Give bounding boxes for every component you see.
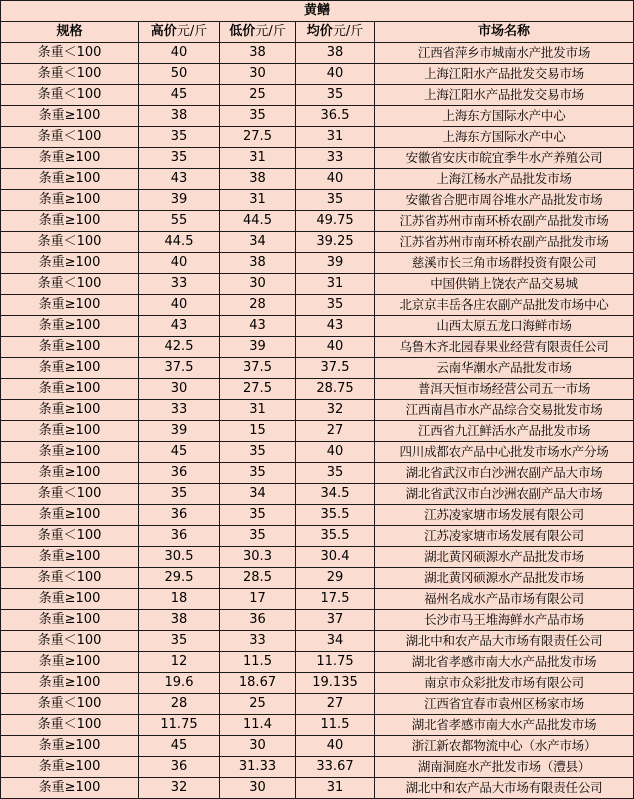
cell-avg-price: 27 xyxy=(296,421,375,442)
cell-spec: 条重≥100 xyxy=(1,547,139,568)
cell-spec: 条重≥100 xyxy=(1,400,139,421)
cell-market: 湖北省武汉市白沙洲农副产品大市场 xyxy=(375,463,634,484)
table-row xyxy=(1,757,634,778)
cell-market: 中国供销上饶农产品交易城 xyxy=(375,274,634,295)
table-row xyxy=(1,295,634,316)
cell-spec: 条重＜100 xyxy=(1,43,139,64)
header-high-label: 高价 xyxy=(150,24,177,39)
table-row xyxy=(1,631,634,652)
table-title: 黄鳝 xyxy=(1,1,634,22)
cell-spec: 条重≥100 xyxy=(1,295,139,316)
cell-avg-price: 35.5 xyxy=(296,505,375,526)
header-avg-label: 均价 xyxy=(306,24,333,39)
cell-high-price: 42.5 xyxy=(139,337,220,358)
cell-high-price: 30 xyxy=(139,379,220,400)
cell-high-price: 11.75 xyxy=(139,715,220,736)
table-row xyxy=(1,43,634,64)
table-row xyxy=(1,316,634,337)
cell-low-price: 34 xyxy=(220,232,296,253)
cell-avg-price: 40 xyxy=(296,169,375,190)
cell-market: 南京市众彩批发市场有限公司 xyxy=(375,673,634,694)
cell-avg-price: 49.75 xyxy=(296,211,375,232)
cell-high-price: 39 xyxy=(139,421,220,442)
cell-low-price: 36 xyxy=(220,610,296,631)
table-row xyxy=(1,568,634,589)
cell-low-price: 30.3 xyxy=(220,547,296,568)
cell-spec: 条重≥100 xyxy=(1,778,139,799)
cell-spec: 条重＜100 xyxy=(1,232,139,253)
cell-market: 北京京丰岳各庄农副产品批发市场中心 xyxy=(375,295,634,316)
cell-low-price: 34 xyxy=(220,484,296,505)
cell-high-price: 45 xyxy=(139,85,220,106)
cell-spec: 条重≥100 xyxy=(1,652,139,673)
cell-market: 湖北省孝感市南大水产品批发市场 xyxy=(375,652,634,673)
cell-market: 山西太原五龙口海鲜市场 xyxy=(375,316,634,337)
table-row xyxy=(1,463,634,484)
cell-avg-price: 40 xyxy=(296,442,375,463)
cell-low-price: 38 xyxy=(220,43,296,64)
cell-avg-price: 30.4 xyxy=(296,547,375,568)
cell-high-price: 28 xyxy=(139,694,220,715)
cell-low-price: 25 xyxy=(220,694,296,715)
cell-low-price: 15 xyxy=(220,421,296,442)
cell-high-price: 43 xyxy=(139,316,220,337)
cell-avg-price: 40 xyxy=(296,337,375,358)
cell-low-price: 31 xyxy=(220,148,296,169)
cell-high-price: 40 xyxy=(139,253,220,274)
cell-spec: 条重＜100 xyxy=(1,85,139,106)
table-row xyxy=(1,190,634,211)
cell-avg-price: 35 xyxy=(296,85,375,106)
cell-high-price: 45 xyxy=(139,442,220,463)
cell-low-price: 17 xyxy=(220,589,296,610)
cell-avg-price: 17.5 xyxy=(296,589,375,610)
cell-market: 乌鲁木齐北园春果业经营有限责任公司 xyxy=(375,337,634,358)
cell-high-price: 30.5 xyxy=(139,547,220,568)
cell-avg-price: 31 xyxy=(296,778,375,799)
table-row xyxy=(1,715,634,736)
cell-market: 湖北黄冈硕源水产品批发市场 xyxy=(375,568,634,589)
cell-avg-price: 40 xyxy=(296,64,375,85)
table-row xyxy=(1,421,634,442)
cell-high-price: 29.5 xyxy=(139,568,220,589)
cell-low-price: 25 xyxy=(220,85,296,106)
cell-market: 上海东方国际水产中心 xyxy=(375,127,634,148)
table-row xyxy=(1,274,634,295)
cell-avg-price: 11.75 xyxy=(296,652,375,673)
cell-avg-price: 35 xyxy=(296,295,375,316)
cell-market: 上海东方国际水产中心 xyxy=(375,106,634,127)
table-row xyxy=(1,400,634,421)
cell-avg-price: 36.5 xyxy=(296,106,375,127)
cell-high-price: 36 xyxy=(139,463,220,484)
cell-market: 江西省九江鲜活水产品批发市场 xyxy=(375,421,634,442)
cell-spec: 条重≥100 xyxy=(1,337,139,358)
cell-low-price: 31 xyxy=(220,190,296,211)
cell-high-price: 38 xyxy=(139,610,220,631)
cell-low-price: 18.67 xyxy=(220,673,296,694)
cell-high-price: 43 xyxy=(139,169,220,190)
cell-low-price: 35 xyxy=(220,505,296,526)
cell-high-price: 40 xyxy=(139,43,220,64)
cell-spec: 条重≥100 xyxy=(1,610,139,631)
cell-avg-price: 43 xyxy=(296,316,375,337)
cell-spec: 条重≥100 xyxy=(1,505,139,526)
cell-spec: 条重≥100 xyxy=(1,316,139,337)
cell-high-price: 38 xyxy=(139,106,220,127)
cell-market: 江苏省苏州市南环桥农副产品批发市场 xyxy=(375,211,634,232)
cell-low-price: 27.5 xyxy=(220,127,296,148)
cell-high-price: 35 xyxy=(139,631,220,652)
cell-avg-price: 34 xyxy=(296,631,375,652)
cell-spec: 条重＜100 xyxy=(1,526,139,547)
cell-low-price: 27.5 xyxy=(220,379,296,400)
table-row xyxy=(1,127,634,148)
cell-spec: 条重≥100 xyxy=(1,442,139,463)
cell-high-price: 36 xyxy=(139,505,220,526)
cell-low-price: 43 xyxy=(220,316,296,337)
cell-high-price: 35 xyxy=(139,127,220,148)
table-row xyxy=(1,673,634,694)
cell-low-price: 35 xyxy=(220,463,296,484)
cell-spec: 条重＜100 xyxy=(1,631,139,652)
cell-low-price: 35 xyxy=(220,442,296,463)
cell-high-price: 44.5 xyxy=(139,232,220,253)
cell-high-price: 50 xyxy=(139,64,220,85)
table-row xyxy=(1,358,634,379)
cell-low-price: 31 xyxy=(220,400,296,421)
cell-low-price: 30 xyxy=(220,274,296,295)
cell-high-price: 33 xyxy=(139,274,220,295)
cell-low-price: 30 xyxy=(220,736,296,757)
header-market: 市场名称 xyxy=(375,22,634,43)
cell-spec: 条重≥100 xyxy=(1,736,139,757)
table-row xyxy=(1,526,634,547)
table-row xyxy=(1,106,634,127)
cell-high-price: 55 xyxy=(139,211,220,232)
cell-spec: 条重＜100 xyxy=(1,64,139,85)
cell-avg-price: 34.5 xyxy=(296,484,375,505)
cell-high-price: 40 xyxy=(139,295,220,316)
cell-high-price: 35 xyxy=(139,484,220,505)
table-row xyxy=(1,379,634,400)
cell-avg-price: 29 xyxy=(296,568,375,589)
cell-low-price: 35 xyxy=(220,106,296,127)
header-high-price xyxy=(139,22,220,43)
cell-high-price: 45 xyxy=(139,736,220,757)
cell-market: 四川成都农产品中心批发市场水产分场 xyxy=(375,442,634,463)
header-avg-unit: 元/斤 xyxy=(332,24,364,39)
cell-market: 江苏凌家塘市场发展有限公司 xyxy=(375,505,634,526)
cell-spec: 条重＜100 xyxy=(1,694,139,715)
header-high-unit: 元/斤 xyxy=(176,24,208,39)
cell-low-price: 38 xyxy=(220,169,296,190)
cell-avg-price: 39 xyxy=(296,253,375,274)
cell-low-price: 31.33 xyxy=(220,757,296,778)
table-row xyxy=(1,232,634,253)
header-low-unit: 元/斤 xyxy=(255,24,286,39)
cell-spec: 条重≥100 xyxy=(1,673,139,694)
cell-low-price: 11.5 xyxy=(220,652,296,673)
cell-market: 湖南洞庭水产批发市场（澧县） xyxy=(375,757,634,778)
cell-high-price: 37.5 xyxy=(139,358,220,379)
cell-market: 江苏省苏州市南环桥农副产品批发市场 xyxy=(375,232,634,253)
cell-market: 江西省萍乡市城南水产批发市场 xyxy=(375,43,634,64)
cell-high-price: 32 xyxy=(139,778,220,799)
cell-low-price: 28 xyxy=(220,295,296,316)
cell-spec: 条重≥100 xyxy=(1,358,139,379)
table-row xyxy=(1,85,634,106)
cell-spec: 条重≥100 xyxy=(1,148,139,169)
cell-spec: 条重＜100 xyxy=(1,274,139,295)
cell-spec: 条重≥100 xyxy=(1,211,139,232)
table-row xyxy=(1,211,634,232)
table-row xyxy=(1,64,634,85)
table-row xyxy=(1,589,634,610)
cell-avg-price: 39.25 xyxy=(296,232,375,253)
header-avg-price xyxy=(296,22,375,43)
table-row xyxy=(1,778,634,799)
table-row xyxy=(1,547,634,568)
cell-high-price: 19.6 xyxy=(139,673,220,694)
cell-market: 江西省宜春市袁州区杨家市场 xyxy=(375,694,634,715)
table-row xyxy=(1,253,634,274)
cell-avg-price: 37 xyxy=(296,610,375,631)
cell-market: 上海江阳水产品批发交易市场 xyxy=(375,64,634,85)
table-row xyxy=(1,169,634,190)
cell-market: 湖北黄冈硕源水产品批发市场 xyxy=(375,547,634,568)
cell-market: 福州名成水产品市场有限公司 xyxy=(375,589,634,610)
table-row xyxy=(1,484,634,505)
cell-market: 湖北中和农产品大市场有限责任公司 xyxy=(375,631,634,652)
cell-avg-price: 40 xyxy=(296,736,375,757)
cell-spec: 条重≥100 xyxy=(1,463,139,484)
cell-high-price: 36 xyxy=(139,526,220,547)
cell-avg-price: 28.75 xyxy=(296,379,375,400)
cell-high-price: 18 xyxy=(139,589,220,610)
cell-market: 湖北省武汉市白沙洲农副产品大市场 xyxy=(375,484,634,505)
cell-low-price: 30 xyxy=(220,64,296,85)
cell-market: 湖北省孝感市南大水产品批发市场 xyxy=(375,715,634,736)
cell-spec: 条重≥100 xyxy=(1,421,139,442)
cell-avg-price: 33.67 xyxy=(296,757,375,778)
cell-avg-price: 27 xyxy=(296,694,375,715)
table-row xyxy=(1,652,634,673)
cell-market: 长沙市马王堆海鲜水产品市场 xyxy=(375,610,634,631)
table-body xyxy=(1,43,634,799)
cell-market: 安徽省安庆市皖宜季牛水产养殖公司 xyxy=(375,148,634,169)
table-row xyxy=(1,148,634,169)
cell-low-price: 11.4 xyxy=(220,715,296,736)
cell-spec: 条重＜100 xyxy=(1,484,139,505)
cell-spec: 条重≥100 xyxy=(1,379,139,400)
cell-avg-price: 35 xyxy=(296,463,375,484)
title-row xyxy=(1,1,634,22)
cell-spec: 条重≥100 xyxy=(1,757,139,778)
cell-market: 普洱天恒市场经营公司五一市场 xyxy=(375,379,634,400)
cell-spec: 条重＜100 xyxy=(1,715,139,736)
cell-low-price: 30 xyxy=(220,778,296,799)
cell-low-price: 37.5 xyxy=(220,358,296,379)
header-low-label: 低价 xyxy=(229,24,256,39)
cell-avg-price: 11.5 xyxy=(296,715,375,736)
cell-avg-price: 35 xyxy=(296,190,375,211)
header-spec: 规格 xyxy=(1,22,139,43)
cell-market: 云南华潮水产品批发市场 xyxy=(375,358,634,379)
cell-low-price: 33 xyxy=(220,631,296,652)
cell-market: 上海江杨水产品批发市场 xyxy=(375,169,634,190)
cell-spec: 条重＜100 xyxy=(1,127,139,148)
cell-market: 浙江新农都物流中心（水产市场） xyxy=(375,736,634,757)
table-row xyxy=(1,694,634,715)
cell-avg-price: 35.5 xyxy=(296,526,375,547)
table-row xyxy=(1,610,634,631)
cell-market: 上海江阳水产品批发交易市场 xyxy=(375,85,634,106)
table-row xyxy=(1,442,634,463)
cell-avg-price: 32 xyxy=(296,400,375,421)
cell-spec: 条重＜100 xyxy=(1,568,139,589)
table-row xyxy=(1,736,634,757)
header-row xyxy=(1,22,634,43)
cell-market: 江苏凌家塘市场发展有限公司 xyxy=(375,526,634,547)
cell-avg-price: 38 xyxy=(296,43,375,64)
table-row xyxy=(1,505,634,526)
cell-market: 江西南昌市水产品综合交易批发市场 xyxy=(375,400,634,421)
cell-avg-price: 37.5 xyxy=(296,358,375,379)
cell-high-price: 35 xyxy=(139,148,220,169)
header-low-price xyxy=(220,22,296,43)
cell-spec: 条重≥100 xyxy=(1,169,139,190)
cell-spec: 条重≥100 xyxy=(1,253,139,274)
cell-high-price: 33 xyxy=(139,400,220,421)
cell-high-price: 39 xyxy=(139,190,220,211)
cell-market: 湖北中和农产品大市场有限责任公司 xyxy=(375,778,634,799)
cell-spec: 条重≥100 xyxy=(1,190,139,211)
cell-market: 安徽省合肥市周谷堆水产品批发市场 xyxy=(375,190,634,211)
cell-low-price: 35 xyxy=(220,526,296,547)
cell-low-price: 28.5 xyxy=(220,568,296,589)
cell-high-price: 36 xyxy=(139,757,220,778)
cell-low-price: 39 xyxy=(220,337,296,358)
cell-avg-price: 19.135 xyxy=(296,673,375,694)
cell-avg-price: 33 xyxy=(296,148,375,169)
cell-avg-price: 31 xyxy=(296,274,375,295)
cell-avg-price: 31 xyxy=(296,127,375,148)
cell-low-price: 38 xyxy=(220,253,296,274)
cell-market: 慈溪市长三角市场群投资有限公司 xyxy=(375,253,634,274)
table-row xyxy=(1,337,634,358)
cell-spec: 条重≥100 xyxy=(1,589,139,610)
cell-high-price: 12 xyxy=(139,652,220,673)
cell-spec: 条重≥100 xyxy=(1,106,139,127)
cell-low-price: 44.5 xyxy=(220,211,296,232)
